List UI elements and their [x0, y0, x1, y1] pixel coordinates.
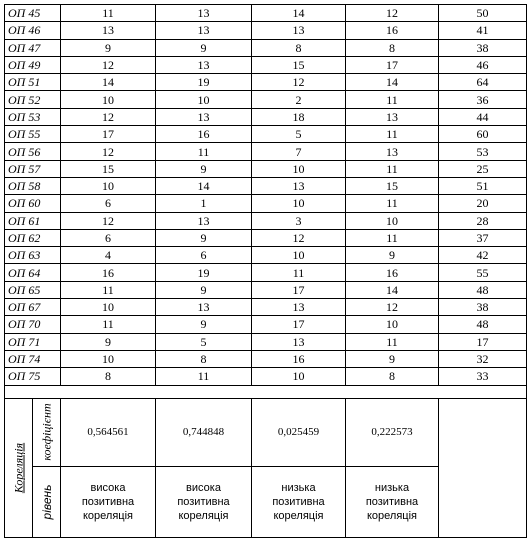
table-cell: 4: [61, 247, 156, 264]
table-cell: 19: [156, 264, 252, 281]
level-line: низька: [374, 481, 410, 494]
coef-label: коефіцієнт: [39, 403, 53, 461]
table-cell: 15: [61, 160, 156, 177]
table-cell: 13: [156, 5, 252, 22]
table-cell: 13: [156, 212, 252, 229]
table-cell: 42: [439, 247, 527, 264]
table-cell: 10: [61, 350, 156, 367]
table-row: [5, 177, 527, 194]
table-cell: 10: [252, 160, 346, 177]
table-cell: 37: [439, 229, 527, 246]
table-cell: 8: [61, 368, 156, 385]
table-cell: 9: [61, 39, 156, 56]
table-cell: 9: [156, 281, 252, 298]
level-line: позитивна: [365, 495, 419, 508]
table-cell: 13: [61, 22, 156, 39]
table-row: [5, 39, 527, 56]
table-cell: 11: [346, 229, 439, 246]
table-cell: 10: [61, 299, 156, 316]
table-cell: 12: [252, 229, 346, 246]
table-cell: 13: [252, 333, 346, 350]
row-label: ОП 58: [5, 177, 61, 194]
table-cell: 12: [61, 212, 156, 229]
level-line: позитивна: [81, 495, 135, 508]
table-cell: 8: [346, 39, 439, 56]
row-label: ОП 52: [5, 91, 61, 108]
table-cell: 44: [439, 108, 527, 125]
row-label: ОП 62: [5, 229, 61, 246]
table-row: [5, 143, 527, 160]
table-cell: 15: [346, 177, 439, 194]
table-row: [5, 281, 527, 298]
table-cell: 11: [346, 126, 439, 143]
table-row: [5, 247, 527, 264]
table-cell: 46: [439, 56, 527, 73]
table-cell: 13: [252, 299, 346, 316]
table-row: [5, 333, 527, 350]
table-row: [5, 74, 527, 91]
table-cell: 48: [439, 316, 527, 333]
table-cell: 38: [439, 39, 527, 56]
table-cell: 11: [346, 333, 439, 350]
row-label: ОП 57: [5, 160, 61, 177]
table-cell: 25: [439, 160, 527, 177]
correlation-level: [252, 466, 346, 537]
row-label: ОП 46: [5, 22, 61, 39]
row-label: ОП 47: [5, 39, 61, 56]
table-cell: 16: [346, 22, 439, 39]
correlation-level: [61, 466, 156, 537]
table-cell: 10: [156, 91, 252, 108]
table-cell: 8: [252, 39, 346, 56]
row-label: ОП 70: [5, 316, 61, 333]
correlation-level: [346, 466, 439, 537]
table-cell: 36: [439, 91, 527, 108]
table-cell: 60: [439, 126, 527, 143]
coefficient-value: 0,744848: [156, 398, 252, 466]
table-cell: 38: [439, 299, 527, 316]
level-line: висока: [90, 481, 126, 494]
table-cell: 12: [61, 108, 156, 125]
table-row: [5, 5, 527, 22]
table-cell: 10: [61, 91, 156, 108]
table-cell: 8: [156, 350, 252, 367]
table-cell: 12: [61, 143, 156, 160]
table-row: [5, 56, 527, 73]
table-row: [5, 212, 527, 229]
table-cell: 11: [346, 91, 439, 108]
table-cell: 48: [439, 281, 527, 298]
row-label: ОП 56: [5, 143, 61, 160]
level-line: низька: [281, 481, 316, 494]
level-line: кореляція: [273, 509, 324, 522]
table-cell: 13: [252, 22, 346, 39]
table-cell: 14: [252, 5, 346, 22]
table-cell: 10: [252, 247, 346, 264]
table-cell: 9: [156, 39, 252, 56]
table-cell: 11: [61, 281, 156, 298]
table-row: [5, 126, 527, 143]
row-label: ОП 60: [5, 195, 61, 212]
table-cell: 9: [156, 160, 252, 177]
table-cell: 14: [61, 74, 156, 91]
table-cell: 12: [252, 74, 346, 91]
table-cell: 32: [439, 350, 527, 367]
table-cell: 10: [252, 368, 346, 385]
table-cell: 6: [61, 229, 156, 246]
table-row: [5, 316, 527, 333]
table-row: [5, 229, 527, 246]
table-cell: 10: [346, 212, 439, 229]
table-row: [5, 299, 527, 316]
table-cell: 33: [439, 368, 527, 385]
table-cell: 13: [346, 143, 439, 160]
level-line: позитивна: [177, 495, 230, 508]
table-row: [5, 350, 527, 367]
table-cell: 14: [346, 74, 439, 91]
row-label: ОП 65: [5, 281, 61, 298]
table-cell: 17: [252, 316, 346, 333]
row-label: ОП 74: [5, 350, 61, 367]
table-cell: 16: [252, 350, 346, 367]
row-label: ОП 75: [5, 368, 61, 385]
table-cell: 13: [156, 56, 252, 73]
table-cell: 9: [346, 350, 439, 367]
table-cell: 11: [61, 316, 156, 333]
table-cell: 3: [252, 212, 346, 229]
table-cell: 12: [346, 5, 439, 22]
table-cell: 53: [439, 143, 527, 160]
table-cell: 9: [346, 247, 439, 264]
table-cell: 15: [252, 56, 346, 73]
table-cell: 11: [156, 368, 252, 385]
table-cell: 17: [61, 126, 156, 143]
row-label: ОП 45: [5, 5, 61, 22]
row-label: ОП 63: [5, 247, 61, 264]
table-cell: 19: [156, 74, 252, 91]
level-label: рівень: [39, 484, 54, 519]
table-cell: 17: [346, 56, 439, 73]
level-line: позитивна: [272, 495, 325, 508]
table-cell: 1: [156, 195, 252, 212]
table-cell: 14: [156, 177, 252, 194]
row-label: ОП 51: [5, 74, 61, 91]
table-cell: 11: [156, 143, 252, 160]
table-cell: 9: [61, 333, 156, 350]
row-label: ОП 64: [5, 264, 61, 281]
table-cell: 41: [439, 22, 527, 39]
table-row: [5, 108, 527, 125]
row-label: ОП 55: [5, 126, 61, 143]
table-row: [5, 160, 527, 177]
table-row: [5, 91, 527, 108]
row-label: ОП 61: [5, 212, 61, 229]
table-cell: 16: [156, 126, 252, 143]
table-cell: 50: [439, 5, 527, 22]
level-label-cell: [33, 466, 61, 537]
table-cell: 18: [252, 108, 346, 125]
row-label: ОП 49: [5, 56, 61, 73]
correlation-level: [156, 466, 252, 537]
coefficient-row: [5, 398, 527, 466]
table-cell: 16: [61, 264, 156, 281]
table-cell: 9: [156, 229, 252, 246]
table-cell: 13: [156, 22, 252, 39]
table-cell: 17: [252, 281, 346, 298]
row-label: ОП 53: [5, 108, 61, 125]
level-line: висока: [186, 481, 221, 494]
table-cell: 5: [252, 126, 346, 143]
table-cell: 8: [346, 368, 439, 385]
table-cell: 51: [439, 177, 527, 194]
table-cell: 2: [252, 91, 346, 108]
table-cell: 12: [61, 56, 156, 73]
row-label: ОП 67: [5, 299, 61, 316]
level-line: кореляція: [367, 509, 417, 522]
table-row: [5, 264, 527, 281]
table-cell: 20: [439, 195, 527, 212]
coefficient-value: 0,222573: [346, 398, 439, 466]
table-row: [5, 22, 527, 39]
table-cell: 11: [346, 160, 439, 177]
table-cell: 11: [252, 264, 346, 281]
spacer-cell: [5, 385, 527, 398]
table-cell: 64: [439, 74, 527, 91]
table-cell: 28: [439, 212, 527, 229]
data-table: [4, 4, 527, 538]
coef-label-cell: [33, 398, 61, 466]
empty-cell: [439, 398, 527, 537]
table-cell: 13: [252, 177, 346, 194]
table-cell: 10: [346, 316, 439, 333]
table-cell: 13: [156, 299, 252, 316]
table-cell: 14: [346, 281, 439, 298]
coefficient-value: 0,564561: [61, 398, 156, 466]
correlation-title: Кореляція: [11, 442, 25, 493]
table-cell: 11: [346, 195, 439, 212]
table-cell: 9: [156, 316, 252, 333]
table-cell: 10: [252, 195, 346, 212]
level-line: кореляція: [83, 509, 133, 522]
table-cell: 17: [439, 333, 527, 350]
table-row: [5, 368, 527, 385]
table-cell: 6: [156, 247, 252, 264]
table-cell: 55: [439, 264, 527, 281]
table-cell: 7: [252, 143, 346, 160]
spacer-row: [5, 385, 527, 398]
table-cell: 16: [346, 264, 439, 281]
table-cell: 12: [346, 299, 439, 316]
correlation-title-cell: [5, 398, 33, 537]
table-cell: 6: [61, 195, 156, 212]
level-line: кореляція: [178, 509, 229, 522]
table-row: [5, 195, 527, 212]
coefficient-value: 0,025459: [252, 398, 346, 466]
table-cell: 10: [61, 177, 156, 194]
row-label: ОП 71: [5, 333, 61, 350]
table-cell: 13: [346, 108, 439, 125]
table-cell: 13: [156, 108, 252, 125]
table-cell: 11: [61, 5, 156, 22]
table-cell: 5: [156, 333, 252, 350]
